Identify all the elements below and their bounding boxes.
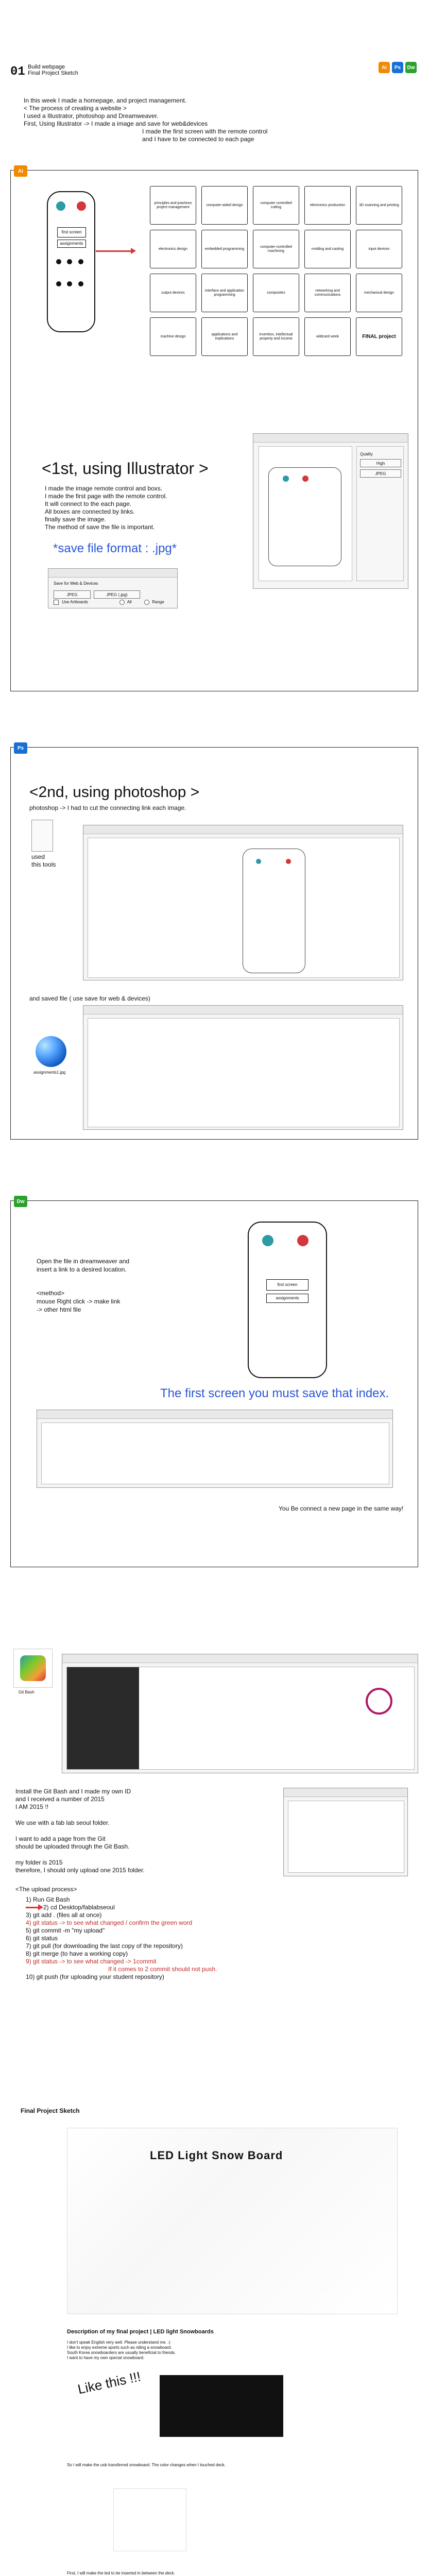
- remote-illustration: [47, 191, 95, 332]
- git-step-3: 3) git add . (files all at once): [26, 1911, 102, 1919]
- ps-file-label: assignments1.jpg: [33, 1070, 66, 1075]
- intro-line-5: I made the first screen with the remote control: [142, 128, 268, 135]
- use-artboards-label: Use Artboards: [54, 600, 88, 605]
- git-line3: I AM 2015 !!: [15, 1803, 49, 1810]
- ps-save-window: [83, 1005, 403, 1130]
- git-line1: Install the Git Bash and I made my own ID: [15, 1788, 131, 1795]
- header-number: 01: [10, 65, 25, 79]
- ps-used-tools: used this tools: [31, 853, 56, 868]
- git-folder-content: [288, 1801, 404, 1873]
- dw-properties: [41, 1422, 389, 1484]
- ps-save-canvas: [88, 1018, 400, 1127]
- grid-cell-7: embedded programming: [201, 230, 248, 268]
- final-desc-line-4: I want to have my own special snowboard.: [67, 2355, 145, 2360]
- save-dialog-large: [253, 433, 408, 589]
- grid-cell-16: machine design: [150, 317, 196, 356]
- grid-cell-11: output devices: [150, 274, 196, 312]
- intro-line-6: and I have to be connected to each page: [142, 135, 254, 143]
- header: [10, 62, 175, 77]
- dw-footer: You Be connect a new page in the same way!: [279, 1505, 404, 1512]
- save-dialog-preset[interactable]: JPEG: [54, 590, 91, 599]
- radio-all[interactable]: All: [119, 600, 132, 605]
- final-desc-line-2: I like to enjoy extreme sports such as riding a snowboard.: [67, 2345, 172, 2350]
- ps-section-badge: Ps: [14, 742, 27, 754]
- git-step-7: 7) git pull (for downloading the last copy of the repository): [26, 1942, 183, 1950]
- git-step-arrow: [26, 1907, 39, 1908]
- dw-panel: [37, 1410, 393, 1488]
- grid-cell-14: networking and communications: [304, 274, 351, 312]
- grid-cell-8: computer-controlled machining: [253, 230, 299, 268]
- intro-line-3: I used a Illustrator, photoshop and Dreamweaver.: [24, 112, 159, 120]
- ps-line1: photoshop -> I had to cut the connecting link each image.: [29, 804, 186, 811]
- ps-logo-icon: Ps: [392, 62, 403, 73]
- dialog-quality-label: Quality: [360, 452, 373, 456]
- git-add-page-line2: should be uploaded through the Git Bash.: [15, 1843, 130, 1850]
- ai-heading: <1st, using Illustrator >: [42, 459, 209, 478]
- dw-remote-first-screen: first screen: [266, 1279, 308, 1291]
- git-bash-icon: [13, 1649, 53, 1688]
- git-steps: [26, 1896, 376, 1981]
- ps-canvas: [88, 838, 400, 978]
- dw-section-badge: Dw: [14, 1196, 27, 1207]
- remote-assignments-label: assignments: [57, 240, 86, 248]
- git-add-page-line: I want to add a page from the Git: [15, 1835, 106, 1842]
- ai-logo-icon: Ai: [379, 62, 390, 73]
- git-only-upload-line: therefore, I should only upload one 2015 folder.: [15, 1867, 145, 1874]
- header-title-2: Final Project Sketch: [28, 70, 78, 76]
- grid-cell-final: FINAL project: [356, 317, 402, 356]
- grid-cell-1: principles and practices project management: [150, 186, 196, 225]
- ai-section-badge: Ai: [14, 165, 27, 177]
- dw-method-title: <method>: [37, 1290, 65, 1297]
- git-bash-label: Git Bash: [19, 1690, 35, 1694]
- git-step-6: 6) git status: [26, 1935, 58, 1942]
- dw-line2: insert a link to a desired location.: [37, 1266, 127, 1273]
- dw-method-line2: -> other html file: [37, 1306, 81, 1313]
- dialog-preview: [259, 446, 352, 581]
- final-project-title: Final Project Sketch: [21, 2107, 80, 2114]
- like-this: Like this !!!: [76, 2368, 142, 2397]
- git-section: [10, 1643, 417, 2045]
- dreamweaver-section: [10, 1200, 418, 1567]
- remote-dot-teal: [56, 201, 65, 211]
- final-mid-line: So I will make the usb transferred snowboard. The color changes when I touched deck.: [67, 2463, 226, 2467]
- photoshop-section: [10, 747, 418, 1140]
- red-arrow: [96, 250, 132, 252]
- intro-line-1: In this week I made a homepage, and project management.: [24, 97, 187, 104]
- grid-cell-3: computer controlled cutting: [253, 186, 299, 225]
- git-step-10: 10) git push (for uploading your student repository): [26, 1973, 164, 1980]
- dw-line1: Open the file in dreamweaver and: [37, 1258, 130, 1265]
- final-sketch: [67, 2128, 398, 2314]
- save-dialog-title: Save for Web & Devices: [54, 581, 98, 586]
- led-photo: [160, 2375, 283, 2437]
- ps-save-icon: [36, 1036, 66, 1067]
- ai-grid: [150, 186, 402, 356]
- ai-step-1: I made the image remote control and boxs.: [45, 485, 163, 492]
- header-title-1: Build webpage: [28, 64, 65, 70]
- grid-cell-12: interface and application programming: [201, 274, 248, 312]
- git-lines: [15, 1788, 283, 1874]
- git-step-8: 8) git merge (to have a working copy): [26, 1950, 128, 1957]
- git-folder-window: [283, 1788, 408, 1876]
- app-logos: [379, 62, 420, 75]
- intro: [24, 97, 333, 143]
- grid-cell-19: wildcard week: [304, 317, 351, 356]
- remote-dot-red: [77, 201, 86, 211]
- grid-cell-5: 3D scanning and printing: [356, 186, 402, 225]
- final-project-section: [21, 2107, 417, 2576]
- grid-cell-9: molding and casting: [304, 230, 351, 268]
- remote-first-screen-label: first screen: [57, 227, 86, 238]
- ps-window: [83, 825, 403, 980]
- dw-highlight: The first screen you must save that index.: [160, 1386, 389, 1400]
- git-practice-line: We use with a fab lab seoul folder.: [15, 1819, 110, 1826]
- grid-cell-13: composites: [253, 274, 299, 312]
- dialog-settings: [356, 446, 404, 581]
- git-step-9: 9) git status -> to see what changed -> 1commit: [26, 1958, 157, 1965]
- intro-line-2: < The process of creating a website >: [24, 105, 127, 112]
- grid-cell-15: mechanical design: [356, 274, 402, 312]
- flex-lines: First, I will make the led to be inserted in between the deck.: [67, 2571, 175, 2575]
- illustrator-section: [10, 170, 418, 691]
- radio-range[interactable]: Range: [144, 600, 164, 605]
- ai-steps: [45, 485, 241, 531]
- dw-method-line1: mouse Right click -> make link: [37, 1298, 121, 1305]
- git-step-2: 2) cd Desktop/fablabseoul: [26, 1904, 376, 1911]
- final-desc-line-3: South Korea snowboarders are usually beneficial to friends.: [67, 2350, 176, 2355]
- git-step-1: 1) Run Git Bash: [26, 1896, 70, 1903]
- grid-cell-17: applications and implications: [201, 317, 248, 356]
- final-desc-lines: [67, 2340, 335, 2361]
- save-dialog-format[interactable]: JPEG (.jpg): [94, 590, 140, 599]
- dw-logo-icon: Dw: [405, 62, 417, 73]
- ps-heading: <2nd, using photoshop >: [29, 784, 200, 801]
- ai-step-3: It will connect to the each page.: [45, 500, 132, 507]
- grid-cell-10: input devices: [356, 230, 402, 268]
- ps-tools-thumbnail: [31, 820, 53, 852]
- dw-remote: [248, 1222, 327, 1378]
- grid-cell-2: computer-aided design: [201, 186, 248, 225]
- dialog-quality-select[interactable]: High: [360, 459, 401, 467]
- ps-save-note: and saved file ( use save for web & devices): [29, 995, 150, 1002]
- grid-cell-18: invention, intellectual property and income: [253, 317, 299, 356]
- dw-remote-assignments: assignments: [266, 1294, 308, 1303]
- git-process-title: <The upload process>: [15, 1886, 77, 1893]
- save-dialog-small: [48, 568, 178, 608]
- grid-cell-6: electronics design: [150, 230, 196, 268]
- git-step-4: 4) git status -> to see what changed / confirm the green word: [26, 1919, 193, 1926]
- final-sketch-title: LED Light Snow Board: [150, 2149, 283, 2162]
- git-folder-line: my folder is 2015: [15, 1859, 63, 1866]
- final-desc-title: Description of my final project | LED light Snowboards: [67, 2329, 214, 2335]
- ai-step-5: finally save the image.: [45, 516, 106, 523]
- flex-sketch: [113, 2488, 186, 2551]
- git-web-content: [66, 1667, 415, 1770]
- ai-step-2: I made the first page with the remote control.: [45, 493, 167, 500]
- dialog-format-select[interactable]: JPEG: [360, 469, 401, 478]
- ai-save-format: *save file format : .jpg*: [53, 541, 177, 555]
- git-web-window: [62, 1654, 418, 1773]
- git-step-5: 5) git commit -m "my upload": [26, 1927, 105, 1934]
- intro-line-4: First, Using Illustrator -> I made a image and save for web&devices: [24, 120, 208, 127]
- final-desc-line-1: I don't speak English very well. Please understand me. :): [67, 2340, 170, 2345]
- remote-button-grid: [56, 259, 86, 300]
- grid-cell-4: electronics production: [304, 186, 351, 225]
- ai-step-6: The method of save the file is important.: [45, 523, 155, 531]
- git-red-note: If it comes to 2 commit should not push.: [108, 1965, 217, 1973]
- git-line2: and I received a number of 2015: [15, 1795, 105, 1803]
- ai-step-4: All boxes are connected by links.: [45, 508, 135, 515]
